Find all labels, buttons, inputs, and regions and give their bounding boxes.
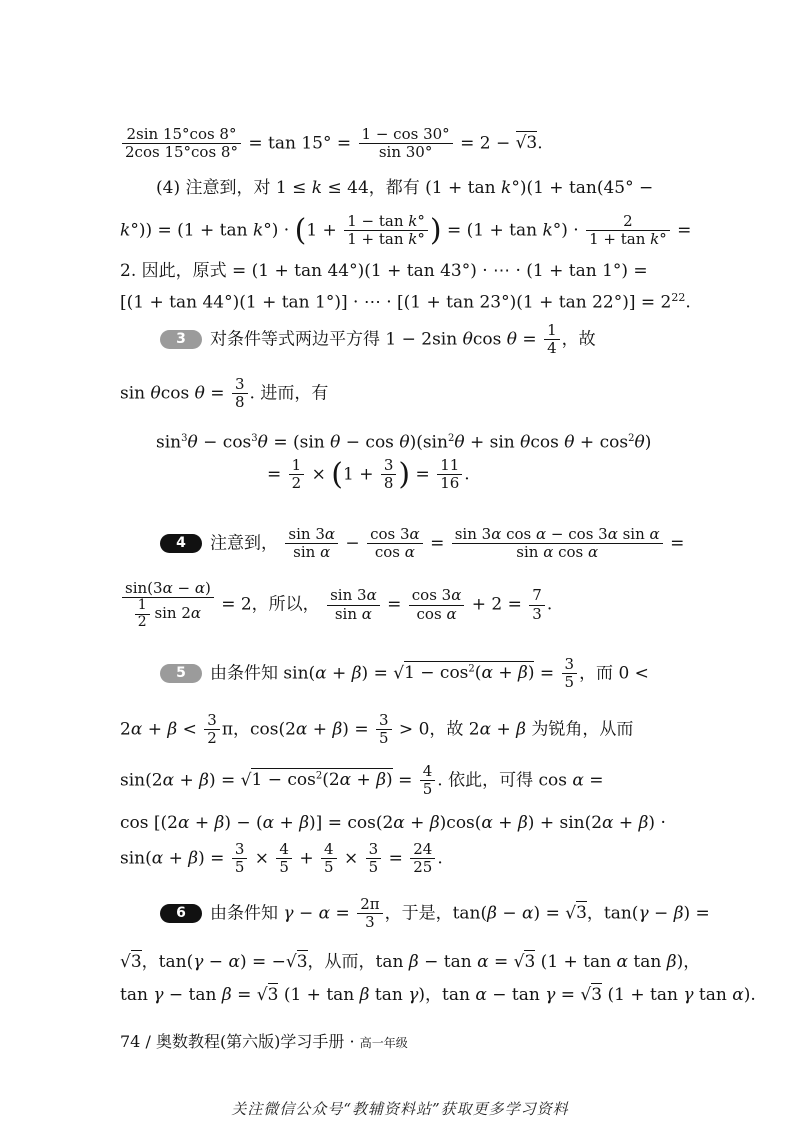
page-footer	[120, 1029, 408, 1052]
watermark-text: 关注微信公众号“教辅资料站”获取更多学习资料	[231, 1100, 569, 1118]
grade-label: 高一年级	[359, 1036, 408, 1050]
page-number: 74 /	[120, 1032, 151, 1051]
problem-number-badge: 4	[160, 534, 202, 553]
book-title: 奥数教程(第六版)学习手册 ·	[155, 1032, 355, 1051]
problem-number-badge: 3	[160, 330, 202, 349]
problem-number-badge: 5	[160, 664, 202, 683]
problem-number-badge: 6	[160, 904, 202, 923]
